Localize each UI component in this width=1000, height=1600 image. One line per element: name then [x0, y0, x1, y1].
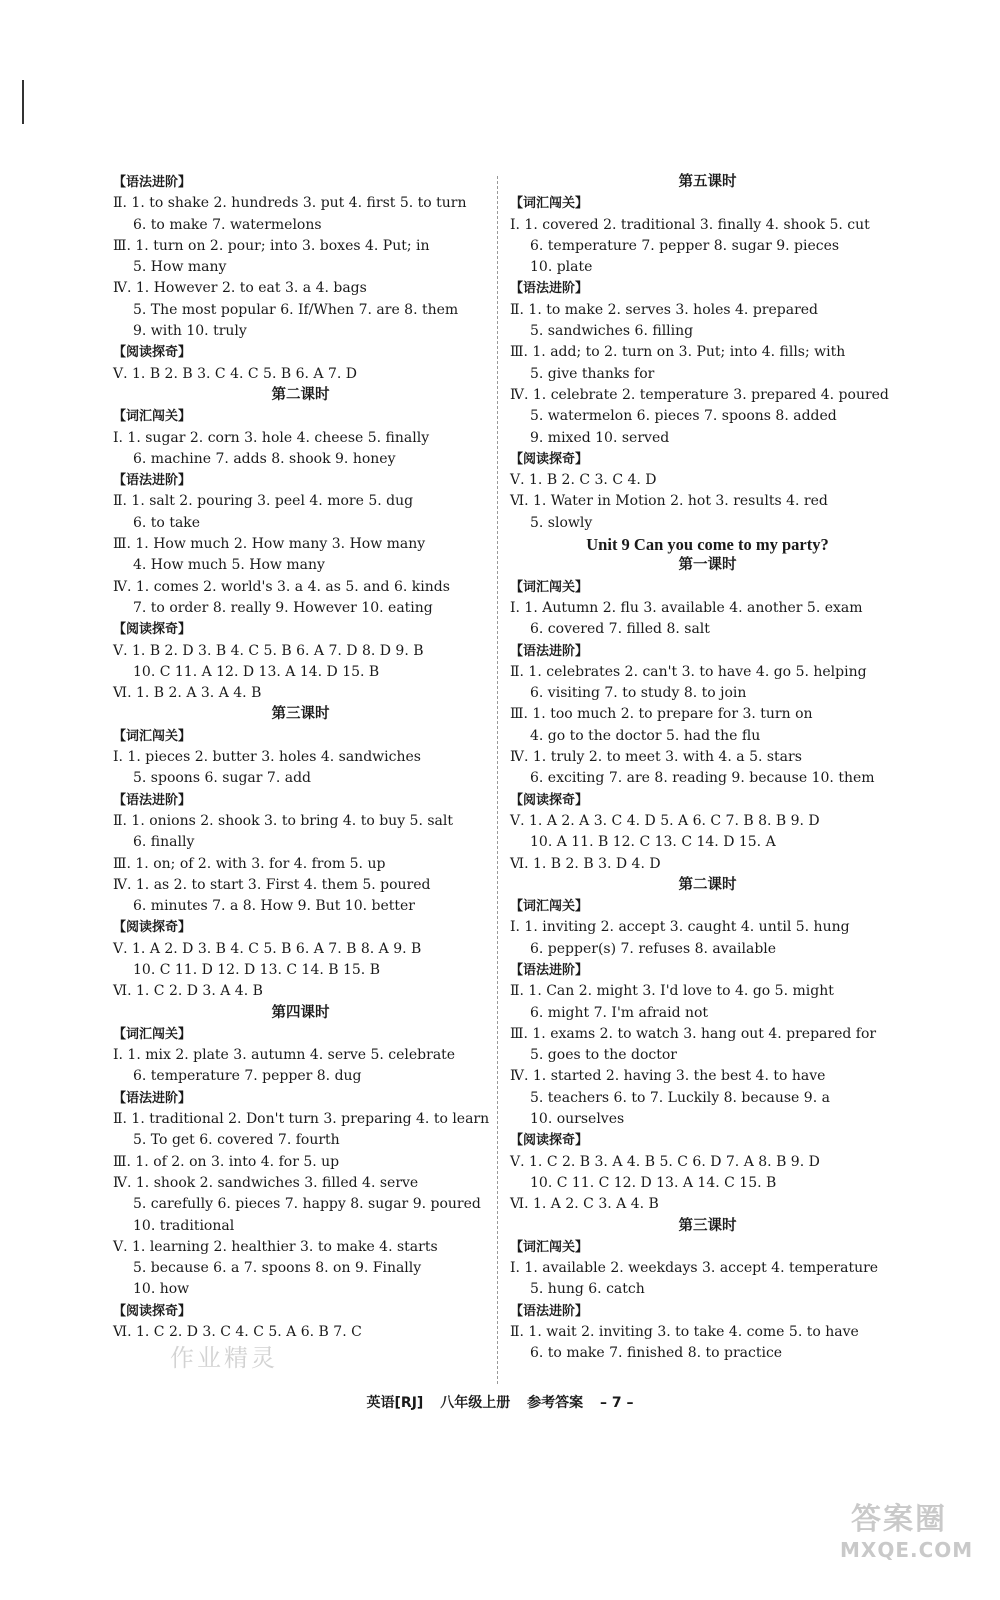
answer-line-continued: 6. finally: [133, 834, 195, 851]
section-heading: 【语法进阶】: [510, 1303, 589, 1319]
answer-line: Ⅵ. 1. B 2. A 3. A 4. B: [113, 685, 262, 702]
answer-line-continued: 5. carefully 6. pieces 7. happy 8. sugar 9. poured: [133, 1196, 481, 1213]
answer-line: Ⅰ. 1. pieces 2. butter 3. holes 4. sandwiches: [113, 749, 421, 766]
answer-line-continued: 6. might 7. I'm afraid not: [530, 1004, 709, 1021]
answer-line: Ⅴ. 1. A 2. A 3. C 4. D 5. A 6. C 7. B 8. B 9. D: [510, 812, 820, 829]
answer-line-continued: 4. go to the doctor 5. had the flu: [530, 727, 761, 744]
answer-line: Ⅳ. 1. truly 2. to meet 3. with 4. a 5. stars: [510, 749, 802, 766]
lesson-title: 第一课时: [678, 557, 737, 574]
watermark-logo: [840, 1494, 974, 1562]
section-heading: 【阅读探奇】: [113, 920, 192, 936]
section-heading: 【语法进阶】: [113, 792, 192, 808]
answer-line: Ⅳ. 1. However 2. to eat 3. a 4. bags: [113, 280, 367, 297]
answer-line-continued: 5. teachers 6. to 7. Luckily 8. because 9. a: [530, 1089, 830, 1106]
answer-line-continued: 6. temperature 7. pepper 8. dug: [133, 1068, 362, 1085]
answer-line-continued: 6. temperature 7. pepper 8. sugar 9. pieces: [530, 237, 840, 254]
answer-line-continued: 10. how: [133, 1281, 190, 1298]
answer-line-continued: 6. visiting 7. to study 8. to join: [530, 685, 747, 702]
answer-line-continued: 6. minutes 7. a 8. How 9. But 10. better: [133, 898, 416, 915]
answer-line: Ⅵ. 1. C 2. D 3. A 4. B: [113, 983, 263, 1000]
answer-line-continued: 7. to order 8. really 9. However 10. eating: [133, 599, 433, 616]
answer-line-continued: 5. because 6. a 7. spoons 8. on 9. Finally: [133, 1260, 422, 1277]
answer-line: Ⅲ. 1. too much 2. to prepare for 3. turn on: [510, 706, 813, 723]
answer-line: Ⅳ. 1. shook 2. sandwiches 3. filled 4. serve: [113, 1174, 419, 1191]
answer-line-continued: 5. give thanks for: [530, 365, 655, 382]
answer-line-continued: 10. A 11. B 12. C 13. C 14. D 15. A: [530, 834, 776, 851]
answer-line-continued: 10. plate: [530, 259, 593, 276]
section-heading: 【词汇闯关】: [510, 899, 589, 915]
section-heading: 【阅读探奇】: [510, 792, 589, 808]
answer-line-continued: 9. mixed 10. served: [530, 429, 670, 446]
answer-line: Ⅲ. 1. turn on 2. pour; into 3. boxes 4. Put; in: [113, 237, 430, 254]
lesson-title: 第二课时: [271, 386, 330, 403]
answer-line-continued: 6. to take: [133, 514, 201, 531]
section-heading: 【阅读探奇】: [510, 1133, 589, 1149]
answer-line: Ⅵ. 1. B 2. B 3. D 4. D: [510, 855, 661, 872]
lesson-title: 第三课时: [678, 1217, 737, 1234]
left-column: [113, 172, 488, 1343]
section-heading: 【词汇闯关】: [113, 728, 192, 744]
lesson-title: 第五课时: [678, 174, 737, 190]
answer-line: Ⅳ. 1. started 2. having 3. the best 4. to have: [510, 1068, 826, 1085]
answer-line-continued: 6. pepper(s) 7. refuses 8. available: [530, 940, 777, 957]
footer-grade: 八年级上册: [440, 1395, 511, 1411]
footer-label: 参考答案: [527, 1395, 584, 1411]
section-heading: 【语法进阶】: [510, 962, 589, 978]
answer-line-continued: 5. sandwiches 6. filling: [530, 323, 694, 340]
watermark-logo-title: 答案圈: [851, 1502, 947, 1537]
answer-line: Ⅲ. 1. How much 2. How many 3. How many: [113, 536, 426, 553]
answer-line-continued: 5. The most popular 6. If/When 7. are 8. them: [133, 301, 459, 318]
answer-line: Ⅰ. 1. Autumn 2. flu 3. available 4. another 5. exam: [510, 599, 863, 616]
answer-line-continued: 5. How many: [133, 259, 227, 276]
answer-line-continued: 10. C 11. C 12. D 13. A 14. C 15. B: [530, 1174, 777, 1191]
section-heading: 【语法进阶】: [510, 643, 589, 659]
answer-line: Ⅵ. 1. C 2. D 3. C 4. C 5. A 6. B 7. C: [113, 1324, 362, 1341]
section-heading: 【语法进阶】: [113, 473, 192, 489]
answer-line-continued: 6. to make 7. finished 8. to practice: [530, 1345, 783, 1362]
column-divider: [497, 176, 498, 1384]
section-heading: 【语法进阶】: [113, 175, 192, 190]
answer-line: Ⅲ. 1. exams 2. to watch 3. hang out 4. prepared for: [510, 1025, 877, 1042]
answer-line-continued: 5. slowly: [530, 514, 593, 531]
answer-line: Ⅵ. 1. Water in Motion 2. hot 3. results 4. red: [510, 493, 828, 510]
answer-line: Ⅴ. 1. B 2. B 3. C 4. C 5. B 6. A 7. D: [113, 365, 357, 382]
watermark-logo-url: MXQE.COM: [840, 1538, 974, 1562]
section-heading: 【词汇闯关】: [510, 1239, 589, 1255]
answer-line: Ⅰ. 1. covered 2. traditional 3. finally 4. shook 5. cut: [510, 216, 870, 233]
answer-line-continued: 10. traditional: [133, 1217, 235, 1234]
section-heading: 【词汇闯关】: [510, 579, 589, 595]
section-heading: 【阅读探奇】: [510, 451, 589, 467]
section-heading: 【语法进阶】: [113, 1090, 192, 1106]
lesson-title: 第二课时: [678, 876, 737, 893]
answer-line: Ⅴ. 1. A 2. D 3. B 4. C 5. B 6. A 7. B 8. A 9. B: [113, 940, 422, 957]
answer-line-continued: 5. hung 6. catch: [530, 1281, 645, 1298]
lesson-title: 第三课时: [271, 706, 330, 723]
section-heading: 【词汇闯关】: [113, 1026, 192, 1042]
section-heading: 【词汇闯关】: [510, 196, 589, 212]
answer-line: Ⅴ. 1. B 2. C 3. C 4. D: [510, 472, 657, 489]
answer-line-continued: 5. spoons 6. sugar 7. add: [133, 770, 312, 787]
answer-line: Ⅱ. 1. Can 2. might 3. I'd love to 4. go 5. might: [510, 983, 834, 1000]
answer-line: Ⅰ. 1. inviting 2. accept 3. caught 4. until 5. hung: [510, 919, 850, 936]
section-heading: 【阅读探奇】: [113, 345, 192, 361]
answer-line: Ⅴ. 1. learning 2. healthier 3. to make 4. starts: [113, 1238, 438, 1255]
answer-line: Ⅰ. 1. available 2. weekdays 3. accept 4. temperature: [510, 1260, 879, 1277]
answer-line: Ⅴ. 1. C 2. B 3. A 4. B 5. C 6. D 7. A 8. B 9. D: [510, 1153, 820, 1170]
page-footer: [0, 1392, 1000, 1412]
answer-line-continued: 6. to make 7. watermelons: [133, 216, 322, 233]
answer-line-continued: 5. goes to the doctor: [530, 1047, 677, 1064]
lesson-title: 第四课时: [271, 1004, 330, 1021]
answer-line: Ⅱ. 1. celebrates 2. can't 3. to have 4. go 5. helping: [510, 663, 867, 680]
section-heading: 【阅读探奇】: [113, 1303, 192, 1319]
answer-line-continued: 9. with 10. truly: [133, 323, 247, 340]
answer-line: Ⅱ. 1. to make 2. serves 3. holes 4. prepared: [510, 301, 819, 318]
answer-line-continued: 5. watermelon 6. pieces 7. spoons 8. added: [530, 408, 837, 425]
answer-line: Ⅳ. 1. as 2. to start 3. First 4. them 5. poured: [113, 876, 431, 893]
answer-line: Ⅱ. 1. to shake 2. hundreds 3. put 4. first 5. to turn: [113, 195, 467, 212]
answer-line-continued: 10. ourselves: [530, 1111, 625, 1128]
answer-line: Ⅳ. 1. comes 2. world's 3. a 4. as 5. and 6. kinds: [113, 578, 450, 595]
answer-line: Ⅴ. 1. B 2. D 3. B 4. C 5. B 6. A 7. D 8. D 9. B: [113, 642, 424, 659]
watermark-stamp: 作业精灵: [170, 1344, 278, 1372]
answer-line-continued: 10. C 11. A 12. D 13. A 14. D 15. B: [133, 663, 380, 680]
answer-line: Ⅵ. 1. A 2. C 3. A 4. B: [510, 1196, 659, 1213]
answer-line-continued: 10. C 11. D 12. D 13. C 14. B 15. B: [133, 961, 380, 978]
answer-line-continued: 5. To get 6. covered 7. fourth: [133, 1132, 340, 1149]
answer-line-continued: 6. machine 7. adds 8. shook 9. honey: [133, 450, 396, 467]
answer-line: Ⅱ. 1. onions 2. shook 3. to bring 4. to buy 5. salt: [113, 812, 453, 829]
answer-line: Ⅱ. 1. traditional 2. Don't turn 3. preparing 4. to learn: [113, 1111, 490, 1128]
answer-line: Ⅲ. 1. on; of 2. with 3. for 4. from 5. up: [113, 855, 386, 872]
section-heading: 【阅读探奇】: [113, 622, 192, 638]
answer-line: Ⅱ. 1. salt 2. pouring 3. peel 4. more 5. dug: [113, 493, 414, 510]
answer-line-continued: 4. How much 5. How many: [133, 557, 325, 574]
footer-subject: 英语[RJ]: [366, 1395, 424, 1411]
page-number: – 7 –: [599, 1395, 634, 1411]
answer-line: Ⅲ. 1. add; to 2. turn on 3. Put; into 4. fills; with: [510, 344, 846, 361]
binding-mark: [22, 80, 24, 124]
right-column: [510, 172, 905, 1365]
answer-line: Ⅰ. 1. mix 2. plate 3. autumn 4. serve 5. celebrate: [113, 1047, 456, 1064]
answer-line-continued: 6. covered 7. filled 8. salt: [530, 621, 710, 638]
answer-line-continued: 6. exciting 7. are 8. reading 9. because 10. them: [530, 770, 875, 787]
answer-line: Ⅳ. 1. celebrate 2. temperature 3. prepared 4. poured: [510, 386, 889, 403]
section-heading: 【语法进阶】: [510, 281, 589, 297]
unit-title: Unit 9 Can you come to my party?: [586, 535, 829, 555]
answer-line: Ⅲ. 1. of 2. on 3. into 4. for 5. up: [113, 1153, 340, 1170]
answer-line: Ⅰ. 1. sugar 2. corn 3. hole 4. cheese 5. finally: [113, 429, 430, 446]
answer-line: Ⅱ. 1. wait 2. inviting 3. to take 4. come 5. to have: [510, 1324, 859, 1341]
section-heading: 【词汇闯关】: [113, 409, 192, 425]
